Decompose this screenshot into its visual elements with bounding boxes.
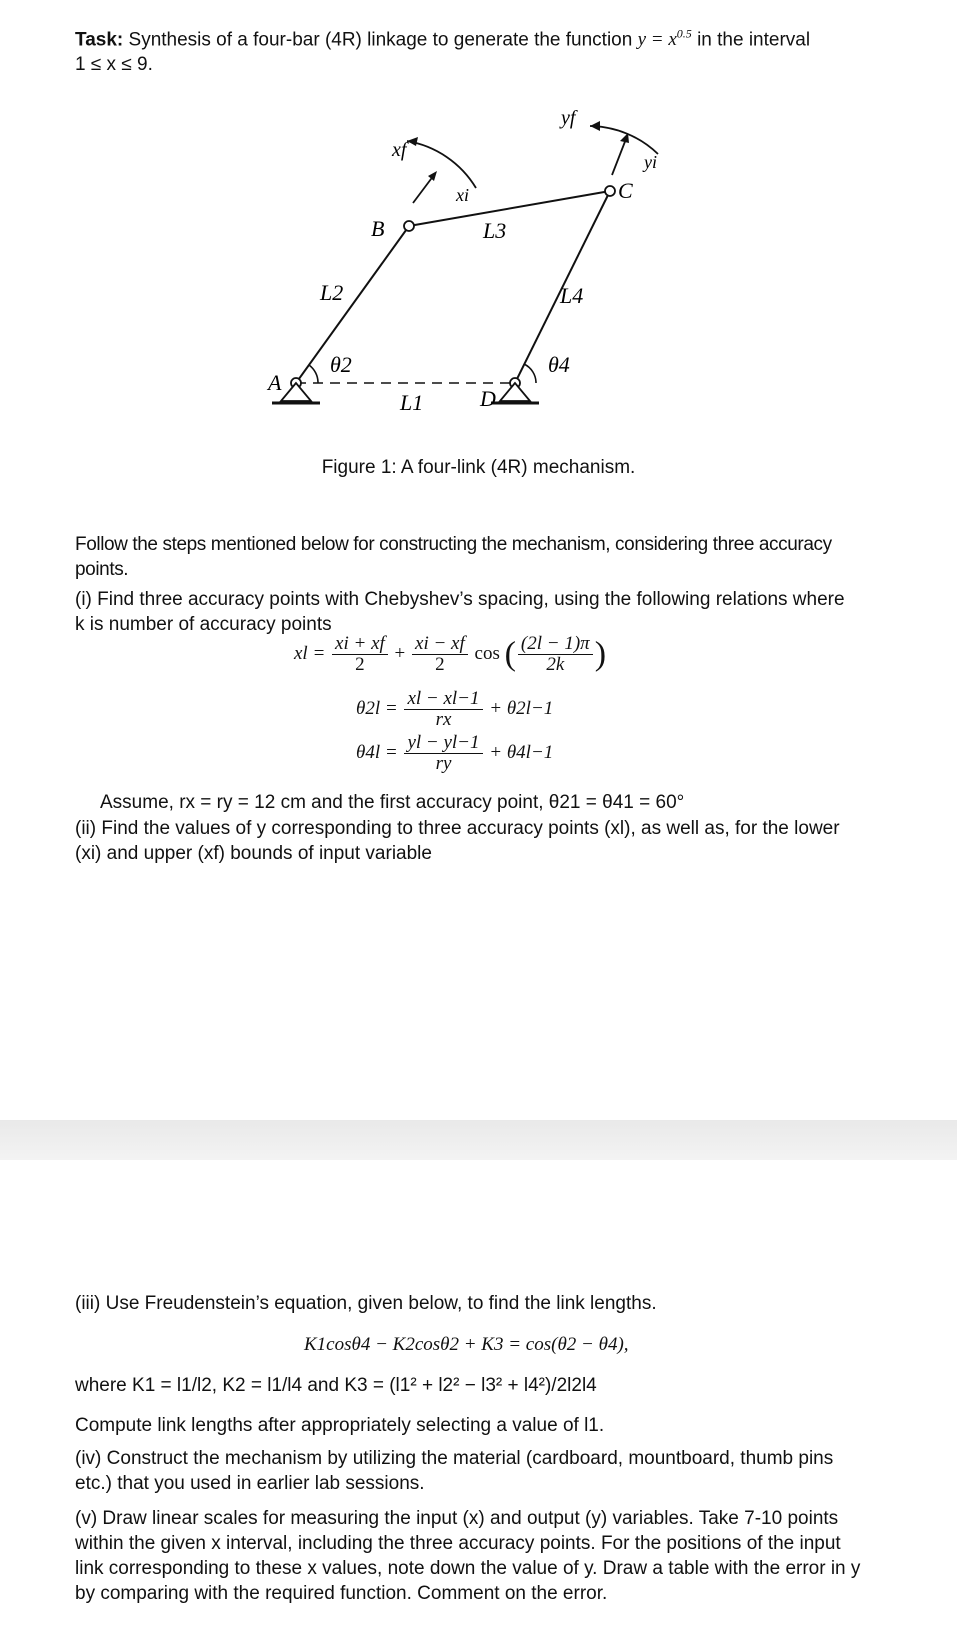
label-xi: xi (456, 185, 469, 205)
page-separator (0, 1120, 957, 1160)
task-function: $y = x^{0.5}$ (637, 27, 692, 51)
theta4-equation: θ4l = $\frac{yl - yl-1}{ry}$ + θ4l−1 (356, 732, 554, 774)
label-l3: L3 (483, 218, 507, 243)
chebyshev-equation: xl = $\frac{xi + xf}{2}$ + $\frac{xi - xf}{2}$ cos ( $\frac{(2l - 1)\pi}{2k}$ ) (294, 633, 607, 675)
task-label: Task: (75, 29, 124, 51)
theta2-arc (309, 365, 318, 383)
label-l2: L2 (320, 280, 344, 305)
step-2-text: (ii) Find the values of y corresponding to three accuracy points (xl), as well as, for the lower (xi) and upper (xf) bounds of input variable (75, 818, 840, 864)
theta2-equation: θ2l = $\frac{xl - xl-1}{rx}$ + θ2l−1 (356, 688, 554, 730)
task-text-2: in the interval (697, 29, 811, 51)
link-l3 (409, 191, 610, 226)
label-yf: yf (561, 107, 576, 129)
step-1-text: (i) Find three accuracy points with Chebyshev’s spacing, using the following relations where k is number of accuracy points (75, 589, 845, 635)
intro-text: Follow the steps mentioned below for constructing the mechanism, considering three accuracy points. (75, 534, 832, 580)
joint-b (404, 221, 414, 231)
label-xf: xf (392, 139, 407, 161)
step-4-text: (iv) Construct the mechanism by utilizing the material (cardboard, mountboard, thumb pins etc.) that you used in earlier lab sessions. (75, 1448, 834, 1494)
label-c: C (618, 178, 633, 203)
where-text: where K1 = l1/l2, K2 = l1/l4 and K3 = (l1² + l2² − l3² + l4²)/2l2l4 (75, 1375, 597, 1396)
label-l1: L1 (400, 390, 424, 415)
input-arrow (413, 175, 434, 203)
link-l2 (296, 226, 409, 383)
label-l4: L4 (560, 283, 584, 308)
page-2 (0, 1160, 957, 1647)
label-b: B (371, 216, 385, 241)
freudenstein-equation: K1cosθ4 − K2cosθ2 + K3 = cos(θ2 − θ4), (304, 1334, 629, 1355)
figure-caption: Figure 1: A four-link (4R) mechanism. (321, 457, 636, 478)
joint-c (605, 186, 615, 196)
label-a: A (268, 370, 282, 395)
task-interval: 1 ≤ x ≤ 9. (75, 54, 153, 76)
step-5-text: (v) Draw linear scales for measuring the input (x) and output (y) variables. Take 7-10 points within the given x interval, including the three accuracy points. For the positions of the input link corresponding to these x values, note down the value of y. Draw a table with the error in y by comparing with the required function. Comment on the error. (75, 1508, 861, 1604)
step-3-text: (iii) Use Freudenstein’s equation, given below, to find the link lengths. (75, 1293, 657, 1314)
ground-support-d (491, 383, 539, 403)
assumption-text: Assume, rx = ry = 12 cm and the first accuracy point, θ21 = θ41 = 60° (100, 792, 685, 813)
output-arrow (612, 139, 626, 175)
label-yi: yi (644, 152, 657, 172)
task-statement (75, 22, 875, 77)
theta4-arc (524, 364, 536, 383)
label-d: D (480, 386, 496, 411)
compute-text: Compute link lengths after appropriately selecting a value of l1. (75, 1415, 605, 1436)
label-theta4: θ4 (548, 352, 570, 377)
input-arc (407, 141, 476, 188)
task-text: Synthesis of a four-bar (4R) linkage to generate the function (128, 29, 633, 51)
label-theta2: θ2 (330, 352, 352, 377)
